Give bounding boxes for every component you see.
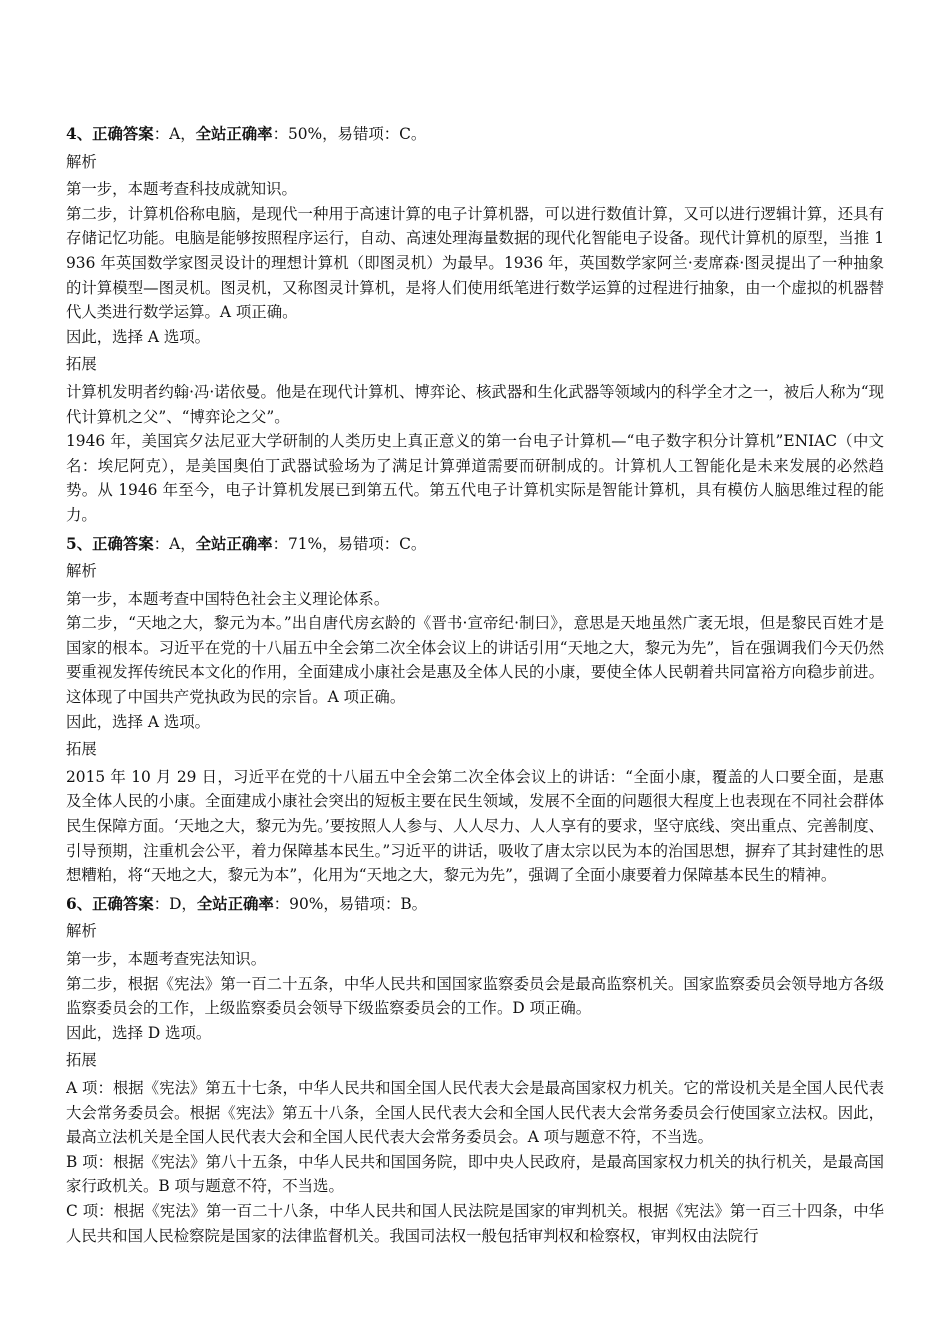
rate-value: ：90%，易错项：B。 <box>273 894 428 913</box>
answer-value: ：D， <box>153 894 197 913</box>
analysis-paragraph: 因此，选择 D 选项。 <box>66 1023 212 1042</box>
question-number: 4、 <box>66 125 93 143</box>
rate-value: ：71%，易错项：C。 <box>272 534 427 553</box>
analysis-label: 解析 <box>66 562 97 581</box>
analysis-label: 解析 <box>66 922 97 941</box>
answer-label: 正确答案 <box>92 125 154 143</box>
extension-label: 拓展 <box>66 355 97 374</box>
rate-label: 全站正确率 <box>195 534 273 553</box>
question-6 <box>66 892 884 1248</box>
question-number: 6、 <box>66 894 93 913</box>
answer-label: 正确答案 <box>92 894 154 913</box>
analysis-paragraph: 因此，选择 A 选项。 <box>66 327 211 346</box>
question-number: 5、 <box>66 534 93 553</box>
extension-paragraph: B 项：根据《宪法》第八十五条，中华人民共和国国务院，即中央人民政府，是最高国家权力机关的执行机关，是最高国家行政机关。B 项与题意不符，不当选。 <box>66 1152 884 1196</box>
extension-paragraph: 1946 年，美国宾夕法尼亚大学研制的人类历史上真正意义的第一台电子计算机—“电子数字积分计算机”ENIAC（中文名：埃尼阿克），是美国奥伯丁武器试验场为了满足计算弹道需要而研制成的。计算机人工智能化是未来发展的必然趋势。从 1946 年至今，电子计算机发展已到第五代。第五代电子计算机实际是智能计算机，具有模仿人脑思维过程的能力。 <box>66 432 884 524</box>
extension-paragraph: 计算机发明者约翰·冯·诺依曼。他是在现代计算机、博弈论、核武器和生化武器等领域内的科学全才之一，被后人称为“现代计算机之父”、“博弈论之父”。 <box>66 382 884 426</box>
analysis-paragraph: 第二步，根据《宪法》第一百二十五条，中华人民共和国国家监察委员会是最高监察机关。国家监察委员会领导地方各级监察委员会的工作，上级监察委员会领导下级监察委员会的工作。D 项正确。 <box>66 974 884 1018</box>
extension-label: 拓展 <box>66 1051 97 1070</box>
analysis-paragraph: 第二步，计算机俗称电脑，是现代一种用于高速计算的电子计算机器，可以进行数值计算，又可以进行逻辑计算，还具有存储记忆功能。电脑是能够按照程序运行，自动、高速处理海量数据的现代化智能电子设备。现代计算机的原型，当推 1936 年英国数学家图灵设计的理想计算机（即图灵机）为最早。1936 年，英国数学家阿兰·麦席森·图灵提出了一种抽象的计算模型—图灵机。图灵机，又称图灵计算机，是将人们使用纸笔进行数学运算的过程进行抽象，由一个虚拟的机器替代人类进行数学运算。A 项正确。 <box>66 204 884 322</box>
answer-value: ：A， <box>153 534 196 553</box>
answer-header <box>66 532 884 557</box>
rate-label: 全站正确率 <box>196 894 274 913</box>
rate-value: ：50%，易错项：C。 <box>272 125 427 143</box>
question-5 <box>66 532 884 888</box>
answer-value: ：A， <box>153 125 196 143</box>
extension-label: 拓展 <box>66 740 97 759</box>
document-page <box>66 118 884 1248</box>
question-4 <box>66 122 884 528</box>
analysis-paragraph: 第二步，“天地之大，黎元为本。”出自唐代房玄龄的《晋书·宣帝纪·制曰》，意思是天地虽然广袤无垠，但是黎民百姓才是国家的根本。习近平在党的十八届五中全会第二次全体会议上的讲话引用“天地之大，黎元为先”，旨在强调我们今天仍然要重视发挥传统民本文化的作用，全面建成小康社会是惠及全体人民的小康，要使全体人民朝着共同富裕方向稳步前进。这体现了中国共产党执政为民的宗旨。A 项正确。 <box>66 614 884 707</box>
analysis-paragraph: 第一步，本题考查科技成就知识。 <box>66 180 297 199</box>
answer-header <box>66 122 884 147</box>
answer-label: 正确答案 <box>92 534 154 553</box>
analysis-paragraph: 因此，选择 A 选项。 <box>66 712 211 731</box>
analysis-paragraph: 第一步，本题考查中国特色社会主义理论体系。 <box>66 589 390 608</box>
extension-paragraph: A 项：根据《宪法》第五十七条，中华人民共和国全国人民代表大会是最高国家权力机关。它的常设机关是全国人民代表大会常务委员会。根据《宪法》第五十八条，全国人民代表大会和全国人民代表大会常务委员会行使国家立法权。因此，最高立法机关是全国人民代表大会和全国人民代表大会常务委员会。A 项与题意不符，不当选。 <box>66 1078 884 1147</box>
rate-label: 全站正确率 <box>195 125 273 143</box>
extension-paragraph: 2015 年 10 月 29 日，习近平在党的十八届五中全会第二次全体会议上的讲话：“全面小康，覆盖的人口要全面，是惠及全体人民的小康。全面建成小康社会突出的短板主要在民生领域，发展不全面的问题很大程度上也表现在不同社会群体民生保障方面。‘天地之大，黎元为先。’要按照人人参与、人人尽力、人人享有的要求，坚守底线、突出重点、完善制度、引导预期，注重机会公平，着力保障基本民生。”习近平的讲话，吸收了唐太宗以民为本的治国思想，摒弃了其封建性的思想糟粕，将“天地之大，黎元为本”，化用为“天地之大，黎元为先”，强调了全面小康要着力保障基本民生的精神。 <box>66 767 884 885</box>
answer-header <box>66 892 884 917</box>
analysis-paragraph: 第一步，本题考查宪法知识。 <box>66 950 267 968</box>
analysis-label: 解析 <box>66 152 97 171</box>
extension-paragraph: C 项：根据《宪法》第一百二十八条，中华人民共和国人民法院是国家的审判机关。根据《宪法》第一百三十四条，中华人民共和国人民检察院是国家的法律监督机关。我国司法权一般包括审判权和检察权，审判权由法院行 <box>66 1201 884 1245</box>
